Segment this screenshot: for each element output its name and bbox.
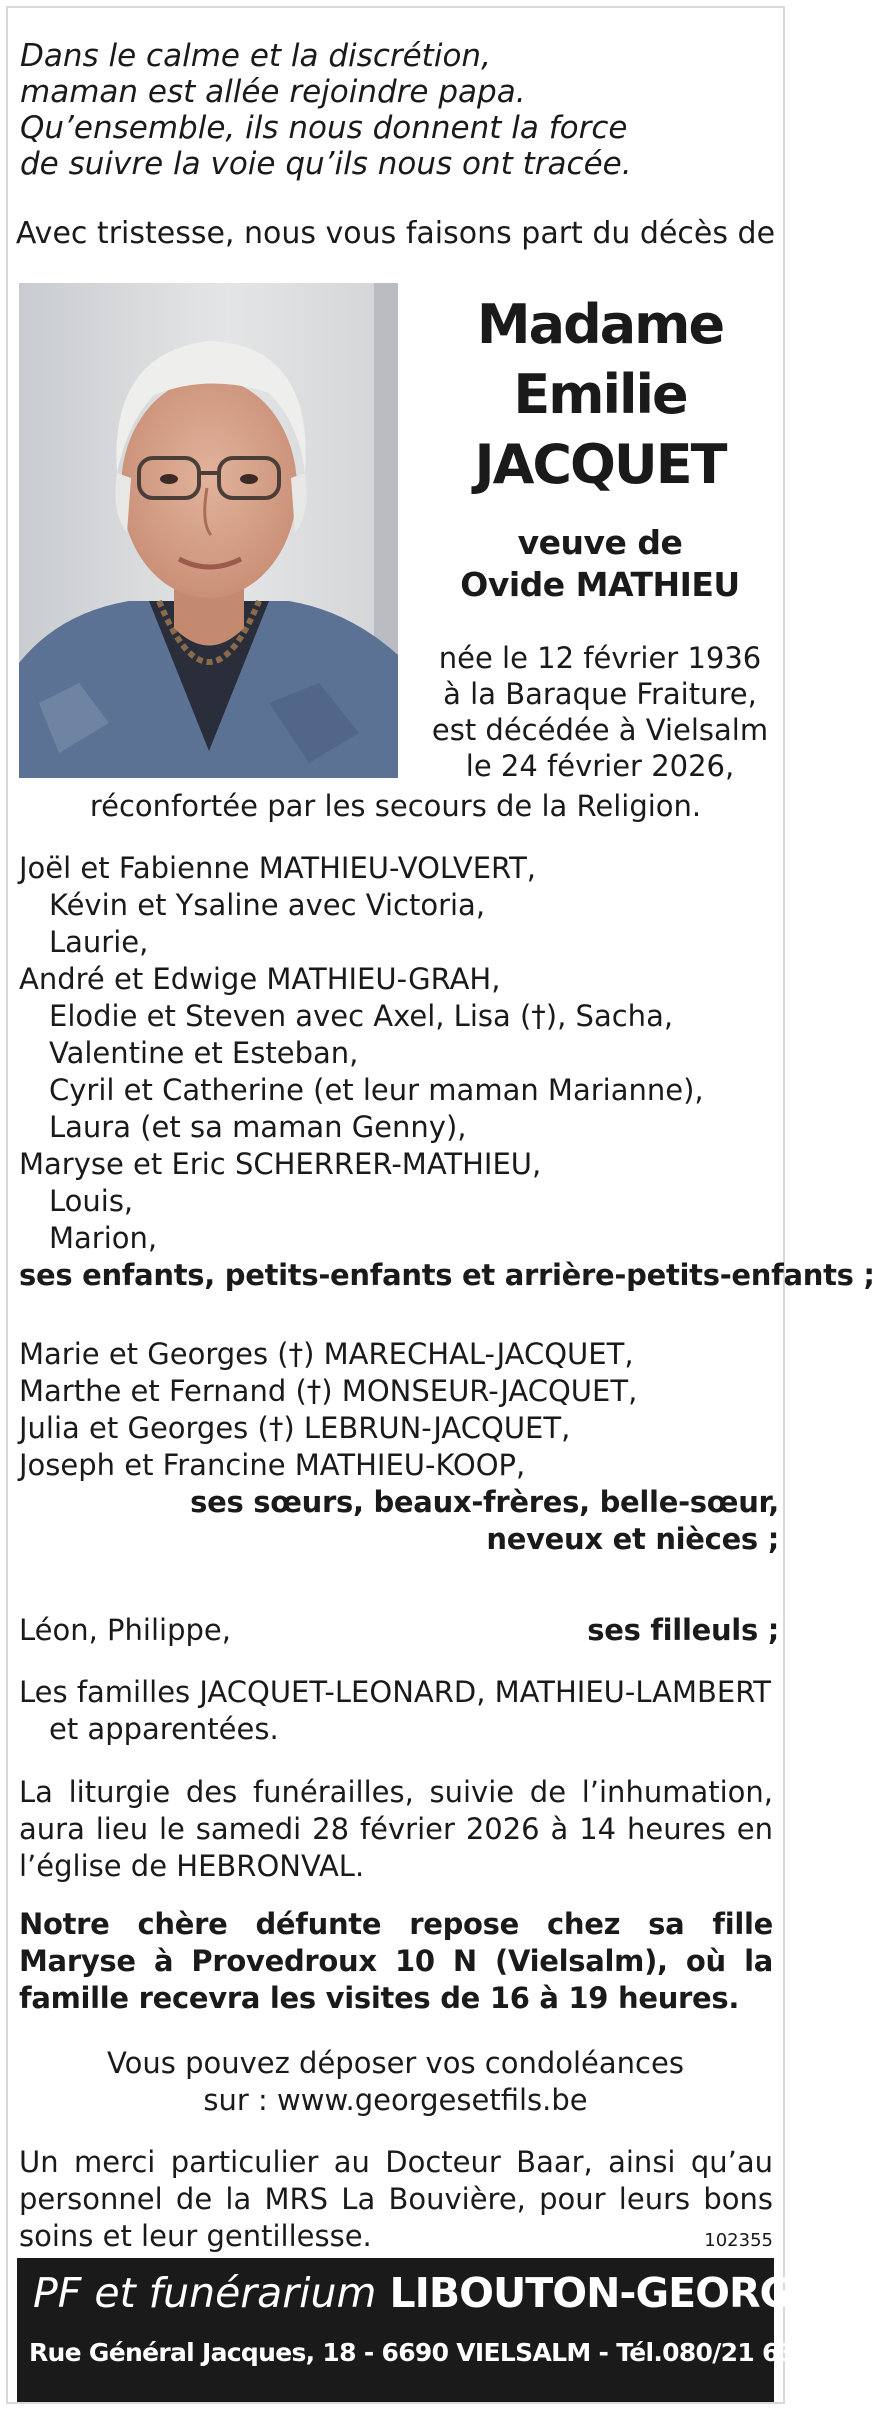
thanks-paragraph: Un merci particulier au Docteur Baar, ainsi qu’au personnel de la MRS La Bouvière, pour leurs bons soins et leur gentillesse. — [19, 2145, 773, 2253]
family-line: Kévin et Ysaline avec Victoria, — [49, 888, 486, 922]
liturgy-paragraph: La liturgie des funérailles, suivie de l’inhumation, aura lieu le samedi 28 février 2026 à 14 heures en l’église de HEBRONVAL. — [19, 1775, 773, 1883]
name-last: JACQUET — [474, 433, 726, 496]
poem-line: de suivre la voie qu’ils nous ont tracée. — [20, 146, 632, 182]
family-line: Joseph et Francine MATHIEU-KOOP, — [19, 1448, 526, 1482]
religion-line: réconfortée par les secours de la Religion. — [89, 789, 702, 823]
info-line: est décédée à Vielsalm — [431, 713, 769, 747]
family-line: Valentine et Esteban, — [49, 1036, 359, 1070]
family-line: Marion, — [49, 1221, 158, 1255]
intro-text: Avec tristesse, nous vous faisons part du décès de — [15, 216, 776, 251]
family-line: Julia et Georges (†) LEBRUN-JACQUET, — [19, 1411, 571, 1445]
info-line: le 24 février 2026, — [465, 749, 735, 783]
portrait-photo — [19, 283, 398, 778]
godchildren-label: ses filleuls ; — [587, 1613, 779, 1647]
family-line: Laura (et sa maman Genny), — [49, 1110, 467, 1144]
condolences-website: sur : www.georgesetfils.be — [203, 2083, 588, 2117]
family-line: Laurie, — [49, 925, 149, 959]
family-line: Louis, — [49, 1184, 134, 1218]
families-line: Les familles JACQUET-LEONARD, MATHIEU-LAMBERT — [19, 1675, 772, 1709]
name-first: Emilie — [513, 363, 687, 426]
poem-line: Qu’ensemble, ils nous donnent la force — [20, 110, 628, 146]
funeral-home-name: LIBOUTON-GEORGES — [389, 2269, 848, 2317]
info-line: à la Baraque Fraiture, — [443, 677, 757, 711]
funeral-home-address: Rue Général Jacques, 18 - 6690 VIELSALM - Tél.080/21 63 31 — [29, 2338, 837, 2367]
poem-line: Dans le calme et la discrétion, — [20, 38, 491, 74]
godchildren-names: Léon, Philippe, — [19, 1613, 231, 1647]
family-line: Marie et Georges (†) MARECHAL-JACQUET, — [19, 1337, 634, 1371]
siblings-block — [19, 1336, 779, 1558]
family-line: Marthe et Fernand (†) MONSEUR-JACQUET, — [19, 1374, 638, 1408]
funeral-home-banner — [17, 2258, 848, 2402]
godchildren-block — [19, 1612, 779, 1649]
family-line: Elodie et Steven avec Axel, Lisa (†), Sacha, — [49, 999, 674, 1033]
siblings-label: ses sœurs, beaux-frères, belle-sœur, — [190, 1485, 779, 1519]
poem-line: maman est allée rejoindre papa. — [20, 74, 526, 110]
siblings-label-2: neveux et nièces ; — [486, 1522, 779, 1556]
funeral-home-title — [33, 2264, 848, 2322]
deceased-name — [440, 290, 760, 500]
info-line: née le 12 février 1936 — [438, 641, 762, 675]
family-line: André et Edwige MATHIEU-GRAH, — [19, 962, 501, 996]
widow-of — [440, 522, 760, 606]
family-line: Maryse et Eric SCHERRER-MATHIEU, — [19, 1147, 542, 1181]
portrait-image — [19, 283, 398, 778]
children-block — [19, 850, 875, 1294]
widow-label: veuve de — [517, 523, 683, 562]
birth-death-info — [420, 640, 780, 784]
spouse-name: Ovide MATHIEU — [460, 565, 740, 604]
family-line: Cyril et Catherine (et leur maman Marianne), — [49, 1073, 704, 1107]
funeral-home-prefix: PF et funérarium — [33, 2269, 377, 2317]
families-line-2: et apparentées. — [49, 1712, 279, 1746]
reference-number: 102355 — [704, 2230, 773, 2251]
family-line: Joël et Fabienne MATHIEU-VOLVERT, — [19, 851, 537, 885]
families-block — [19, 1674, 779, 1748]
condolences-line: Vous pouvez déposer vos condoléances — [107, 2046, 684, 2080]
rest-paragraph: Notre chère défunte repose chez sa fille Maryse à Provedroux 10 N (Vielsalm), où la famille recevra les visites de 16 à 19 heures. — [19, 1907, 773, 2015]
children-label: ses enfants, petits-enfants et arrière-petits-enfants ; — [19, 1258, 875, 1292]
name-title: Madame — [476, 293, 724, 356]
poem — [20, 38, 780, 182]
